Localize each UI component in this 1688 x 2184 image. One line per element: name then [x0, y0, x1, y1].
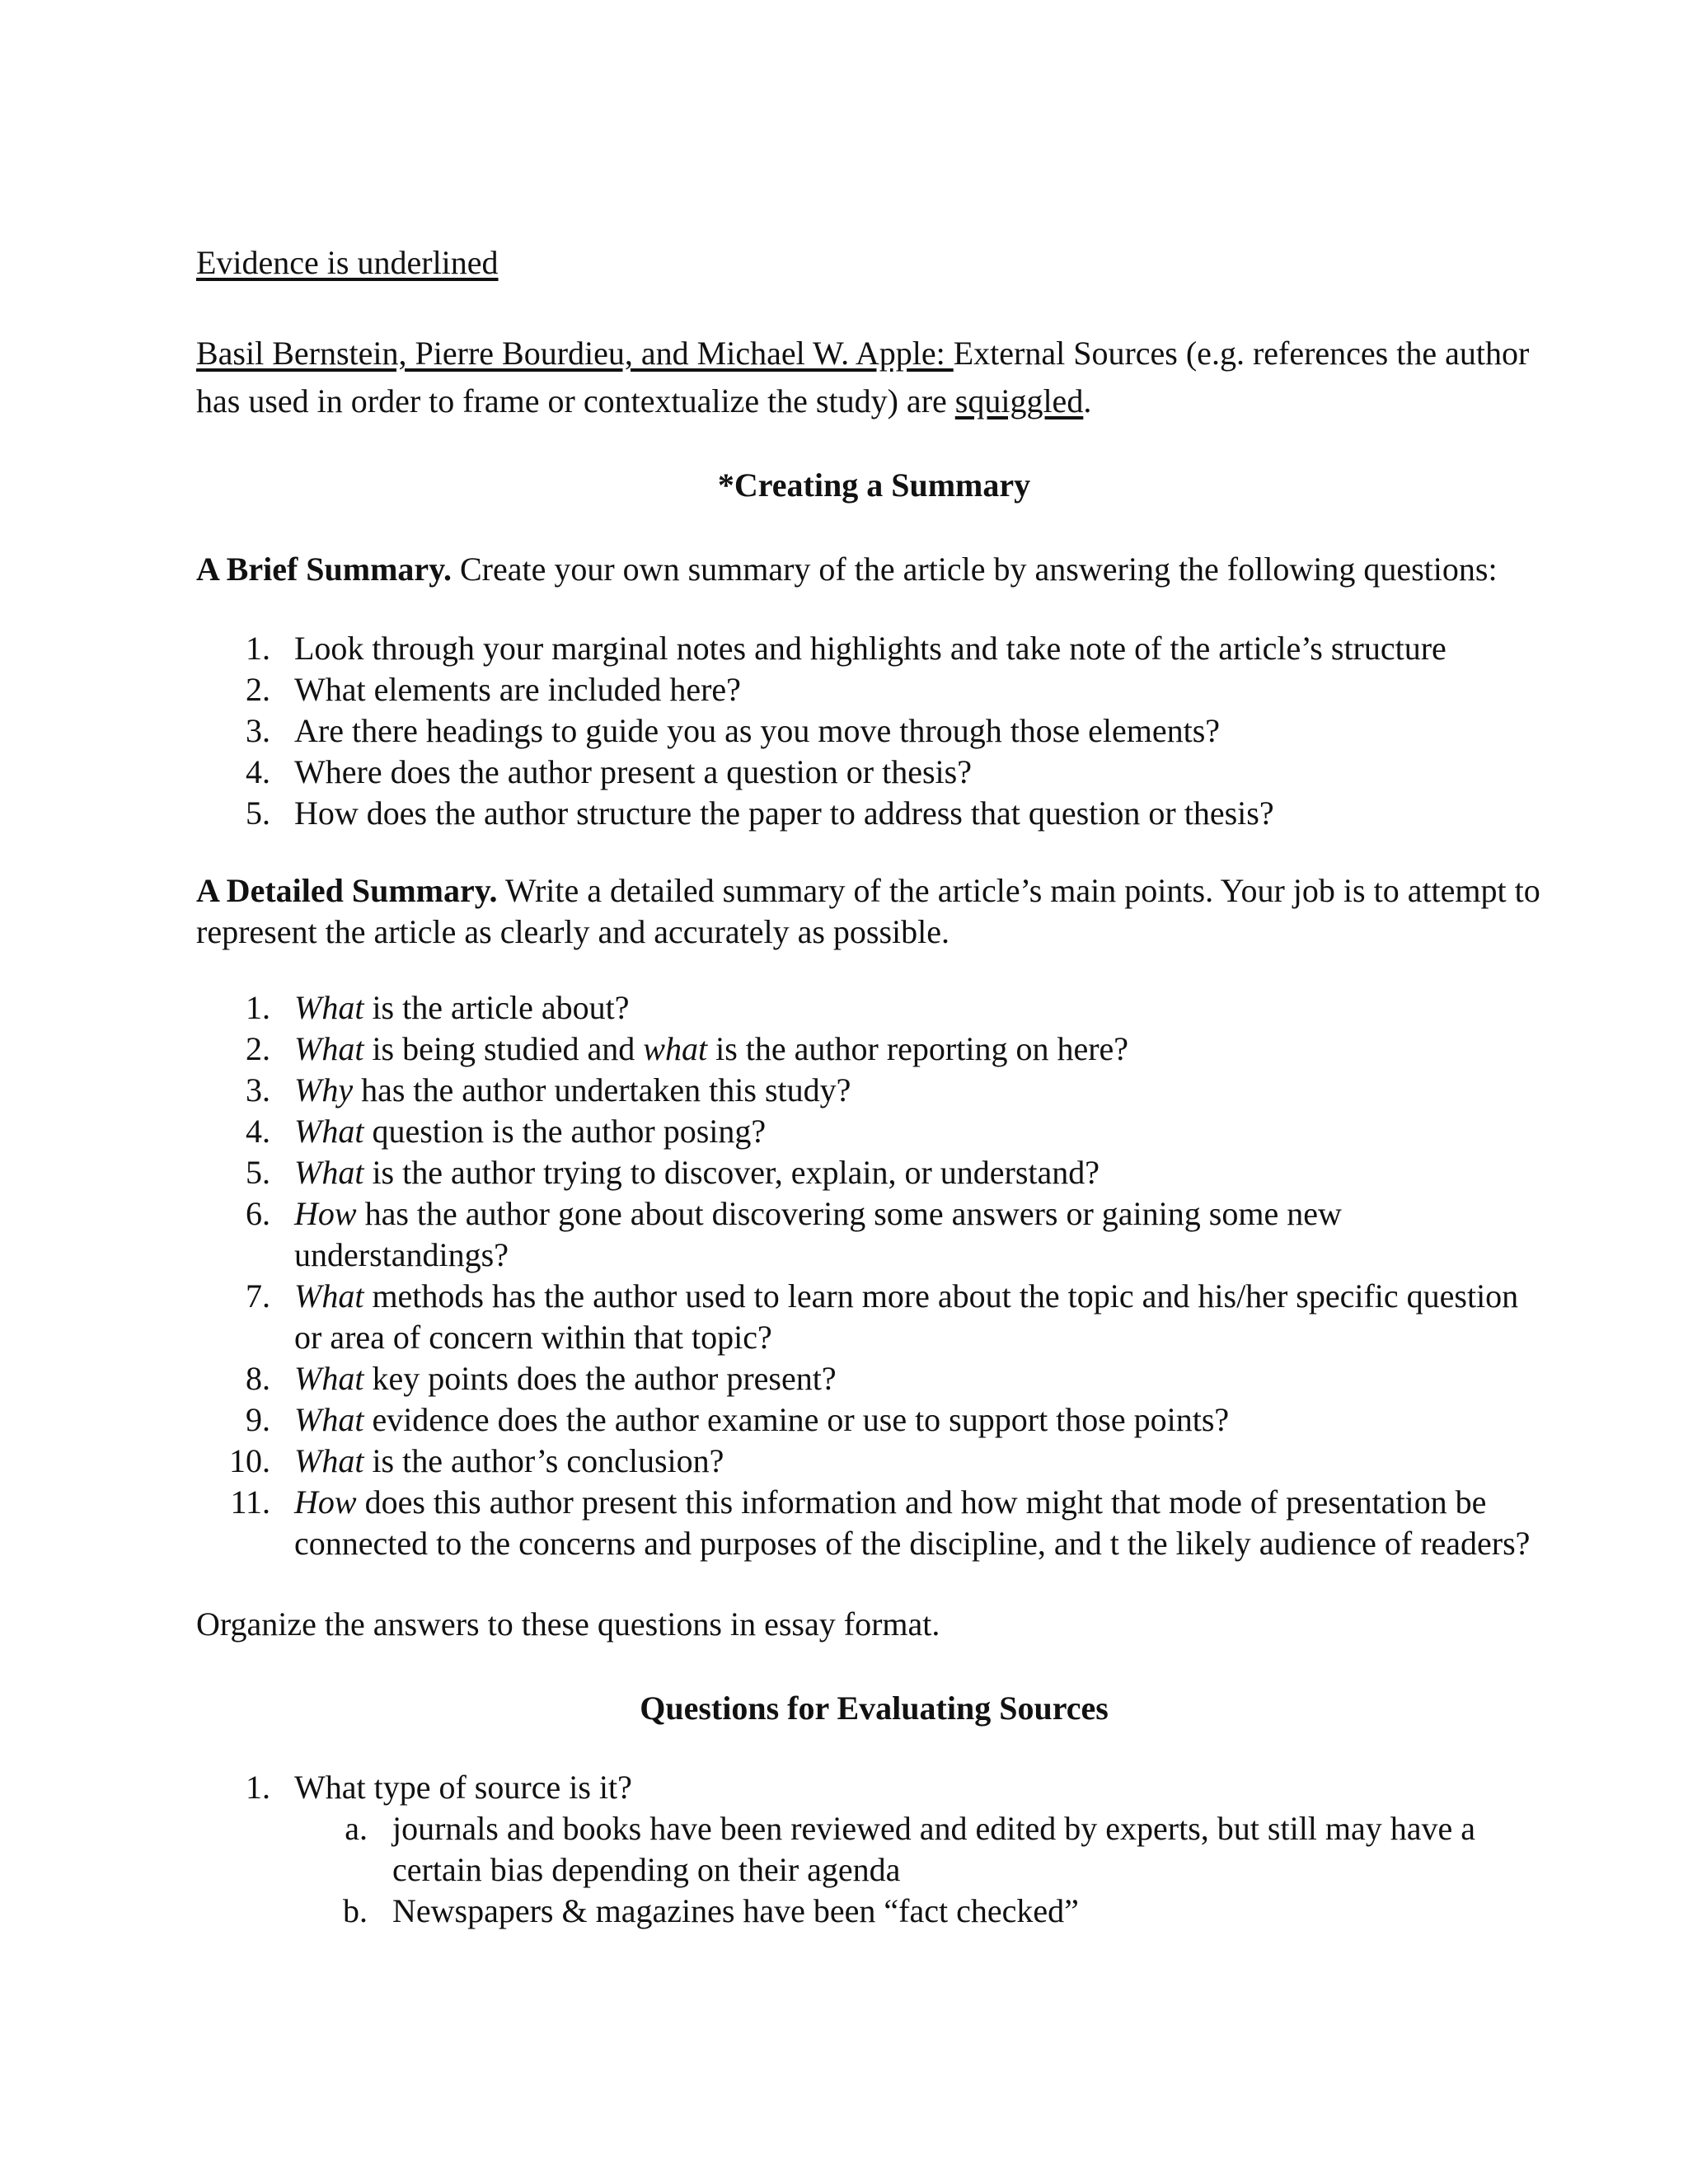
detailed-summary-text: Write a detailed summary of the article’s main points. Your job is to attempt to represent the article as clearly and accurately as possible. [196, 872, 1540, 950]
list-emphasis: How [294, 1483, 357, 1521]
list-text: How does the author structure the paper to address that question or thesis? [294, 794, 1274, 832]
list-item [196, 1070, 1552, 1111]
evaluating-sources-heading: Questions for Evaluating Sources [640, 1690, 1109, 1727]
list-emphasis: What [294, 1030, 364, 1067]
list-emphasis: What [294, 1401, 364, 1438]
list-text: key points does the author present? [363, 1360, 837, 1397]
list-number: 6. [246, 1195, 270, 1232]
list-emphasis: How [294, 1195, 357, 1232]
list-item [196, 1358, 1552, 1399]
list-emphasis: What [294, 989, 364, 1026]
list-item [196, 1152, 1552, 1193]
list-item [196, 1891, 1552, 1932]
creating-summary-heading: *Creating a Summary [717, 466, 1031, 504]
list-emphasis: What [294, 1154, 364, 1191]
list-item [196, 1767, 1552, 1808]
list-number: 8. [246, 1360, 270, 1397]
list-number: 7. [246, 1277, 270, 1315]
list-text: is being studied and [363, 1030, 644, 1067]
list-emphasis: What [294, 1360, 364, 1397]
detailed-summary-paragraph [196, 870, 1552, 953]
list-item [196, 752, 1552, 793]
list-number: 5. [246, 794, 270, 832]
list-number: 3. [246, 1071, 270, 1108]
list-number: 2. [246, 671, 270, 708]
list-item [196, 987, 1552, 1029]
list-text: Newspapers & magazines have been “fact checked” [392, 1892, 1079, 1929]
organize-note: Organize the answers to these questions in essay format. [196, 1605, 940, 1643]
list-text: Where does the author present a question or thesis? [294, 753, 972, 790]
list-item [196, 1808, 1552, 1891]
evaluating-sources-sublist [196, 1808, 1552, 1932]
list-emphasis: Why [294, 1071, 354, 1108]
list-letter: a. [345, 1810, 368, 1847]
list-text: is the author trying to discover, explain, or understand? [363, 1154, 1100, 1191]
list-item [196, 628, 1552, 669]
list-number: 3. [246, 712, 270, 749]
evaluating-sources-list [196, 1767, 1552, 1808]
list-emphasis: what [643, 1030, 708, 1067]
squiggled-word: squiggled [954, 382, 1084, 419]
list-number: 5. [246, 1154, 270, 1191]
list-item [196, 793, 1552, 834]
list-text: What type of source is it? [294, 1769, 632, 1806]
list-text: has the author undertaken this study? [353, 1071, 851, 1108]
detailed-summary-list [196, 987, 1552, 1564]
list-text: is the author reporting on here? [707, 1030, 1129, 1067]
brief-summary-list [196, 628, 1552, 834]
list-item [196, 710, 1552, 752]
list-item [196, 1276, 1552, 1358]
list-text: is the article about? [363, 989, 630, 1026]
list-number: 1. [246, 630, 270, 667]
evidence-note-text: Evidence is underlined [196, 244, 499, 281]
list-item [196, 1029, 1552, 1070]
list-number: 11. [230, 1483, 270, 1521]
document-page [196, 239, 1552, 1932]
brief-summary-paragraph [196, 546, 1552, 593]
list-item [196, 1441, 1552, 1482]
list-letter: b. [343, 1892, 368, 1929]
list-number: 4. [246, 753, 270, 790]
list-emphasis: What [294, 1277, 364, 1315]
list-item [196, 1111, 1552, 1152]
external-sources-paragraph [196, 330, 1552, 425]
evidence-note [196, 239, 1552, 287]
list-text: has the author gone about discovering some answers or gaining some new understandings? [294, 1195, 1342, 1273]
brief-summary-text: Create your own summary of the article by answering the following questions: [451, 551, 1498, 588]
list-item [196, 1399, 1552, 1441]
list-text: Are there headings to guide you as you move through those elements? [294, 712, 1221, 749]
list-item [196, 1482, 1552, 1564]
list-text: does this author present this information and how might that mode of presentation be connected to the concerns and purposes of the discipline, and t the likely audience of readers? [294, 1483, 1531, 1562]
list-emphasis: What [294, 1442, 364, 1479]
list-text: methods has the author used to learn more about the topic and his/her specific question or area of concern within that topic? [294, 1277, 1519, 1356]
list-item [196, 669, 1552, 710]
list-number: 9. [246, 1401, 270, 1438]
list-text: Look through your marginal notes and highlights and take note of the article’s structure [294, 630, 1447, 667]
list-emphasis: What [294, 1113, 364, 1150]
external-sources-end: . [1083, 382, 1092, 419]
list-text: What elements are included here? [294, 671, 741, 708]
brief-summary-label: A Brief Summary. [196, 551, 452, 588]
detailed-summary-label: A Detailed Summary. [196, 872, 498, 909]
list-text: evidence does the author examine or use to support those points? [363, 1401, 1230, 1438]
list-number: 4. [246, 1113, 270, 1150]
list-number: 1. [246, 1769, 270, 1806]
list-text: journals and books have been reviewed and edited by experts, but still may have a certain bias depending on their agenda [392, 1810, 1476, 1888]
external-sources-authors: Basil Bernstein, Pierre Bourdieu, and Michael W. Apple: [196, 335, 954, 372]
list-text: is the author’s conclusion? [363, 1442, 724, 1479]
external-sources-text: External Sources (e.g. references the author has used in order to frame or contextualize the study) are [196, 335, 1530, 419]
list-item [196, 1193, 1552, 1276]
list-number: 1. [246, 989, 270, 1026]
list-text: question is the author posing? [363, 1113, 767, 1150]
list-number: 10. [229, 1442, 270, 1479]
list-number: 2. [246, 1030, 270, 1067]
